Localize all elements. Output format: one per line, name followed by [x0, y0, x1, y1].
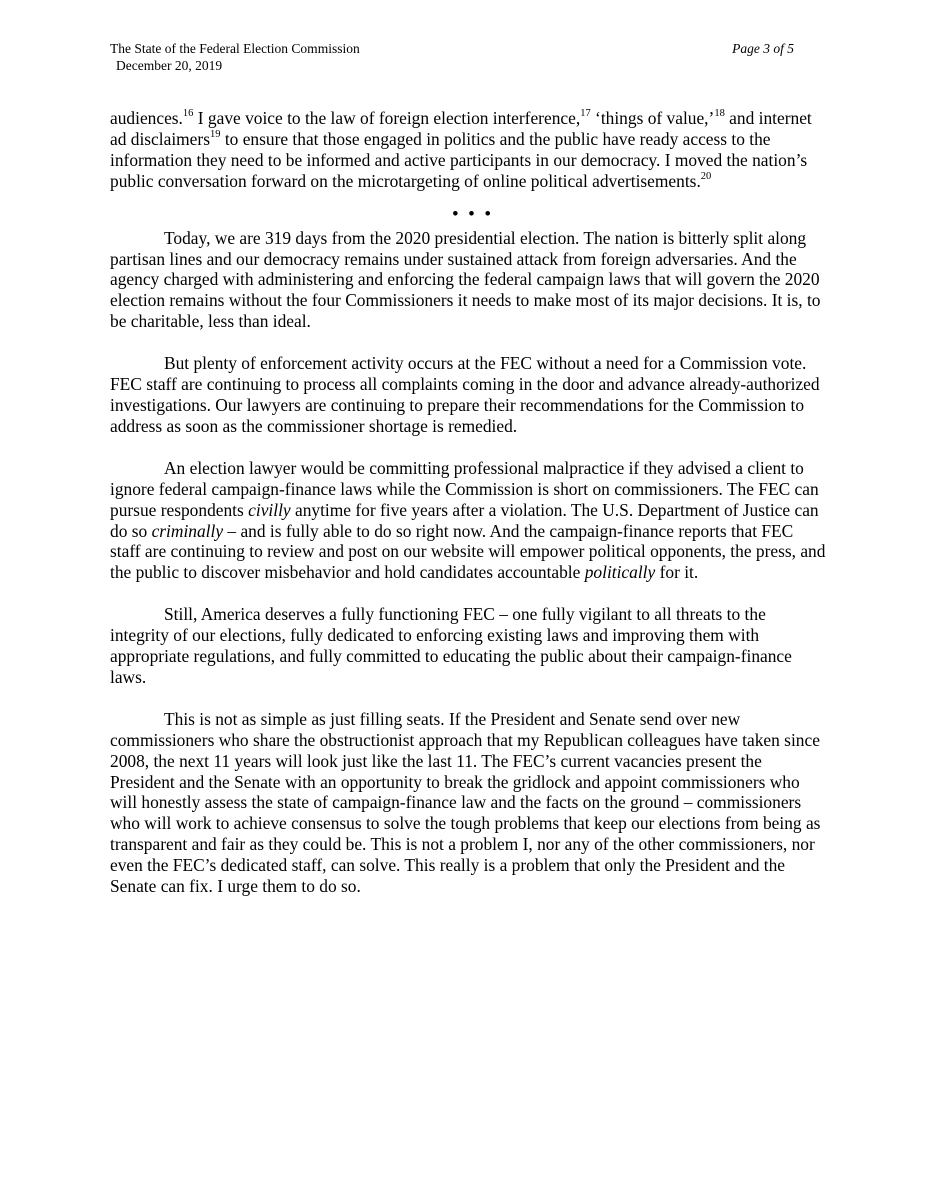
intro-text: audiences.: [110, 108, 183, 128]
document-title: The State of the Federal Election Commission: [110, 41, 360, 56]
paragraph-3: [110, 458, 826, 583]
footnote-ref-16[interactable]: 16: [182, 108, 194, 120]
section-separator: • • •: [452, 203, 494, 223]
document-body: [110, 108, 826, 918]
footnote-ref-19[interactable]: 19: [209, 129, 221, 141]
intro-text: I gave voice to the law of foreign election interference,: [193, 108, 581, 128]
emphasis-criminally: criminally: [151, 520, 224, 541]
paragraph-2: But plenty of enforcement activity occurs at the FEC without a need for a Commission vote. FEC staff are continuing to process all complaints coming in the door and advance already-authorized investigations. Our lawyers are continuing to prepare their recommendations for the Commission to address as soon as the commissioner shortage is remedied.: [110, 353, 820, 436]
intro-text: ‘things of value,’: [590, 108, 715, 128]
emphasis-civilly: civilly: [248, 499, 291, 520]
emphasis-politically: politically: [584, 562, 656, 583]
paragraph-text: – and is fully able to do so right now. And the campaign-finance reports that FEC staff are continuing to review and post on our website will empower political opponents, the press, and the public to discover misbehavior and hold candidates accountable: [110, 520, 826, 583]
page-number: Page 3 of 5: [732, 41, 794, 56]
intro-paragraph: [110, 108, 826, 192]
paragraph-4: Still, America deserves a fully functioning FEC – one fully vigilant to all threats to the integrity of our elections, fully dedicated to enforcing existing laws and improving them with appropriate regulations, and fully committed to educating the public about their campaign-finance laws.: [110, 604, 792, 687]
running-header: [110, 41, 360, 74]
paragraph-text: An election lawyer would be committing professional malpractice if they advised a client to ignore federal campaign-finance laws while the Commission is short on commissioners. The FEC can pursue respondents: [110, 457, 819, 520]
intro-text: to ensure that those engaged in politics and the public have ready access to the information they need to be informed and active participants in our democracy. I moved the nation’s public conversation forward on the microtargeting of online political advertisements.: [110, 128, 808, 191]
document-date: December 20, 2019: [116, 57, 223, 73]
paragraph-text: for it.: [655, 562, 699, 583]
footnote-ref-18[interactable]: 18: [714, 108, 725, 120]
footnote-ref-17[interactable]: 17: [580, 108, 591, 120]
intro-text: and internet ad disclaimers: [110, 108, 812, 149]
footnote-ref-20[interactable]: 20: [700, 170, 712, 182]
paragraph-1: Today, we are 319 days from the 2020 presidential election. The nation is bitterly split along partisan lines and our democracy remains under sustained attack from foreign adversaries. And the agency charged with administering and enforcing the federal campaign laws that will govern the 2020 election remains without the four Commissioners it needs to make most of its major decisions. It is, to be charitable, less than ideal.: [110, 227, 821, 332]
paragraph-5: This is not as simple as just filling seats. If the President and Senate send over new commissioners who share the obstructionist approach that my Republican colleagues have taken since 2008, the next 11 years will look just like the last 11. The FEC’s current vacancies present the President and the Senate with an opportunity to break the gridlock and appoint commissioners who will honestly assess the state of campaign-finance law and the facts on the ground – commissioners who will work to achieve consensus to solve the tough problems that keep our elections from being as transparent and fair as they could be. This is not a problem I, nor any of the other commissioners, nor even the FEC’s dedicated staff, can solve. This really is a problem that only the President and the Senate can fix. I urge them to do so.: [110, 708, 821, 897]
paragraph-text: anytime for five years after a violation. The U.S. Department of Justice can do so: [110, 499, 819, 541]
